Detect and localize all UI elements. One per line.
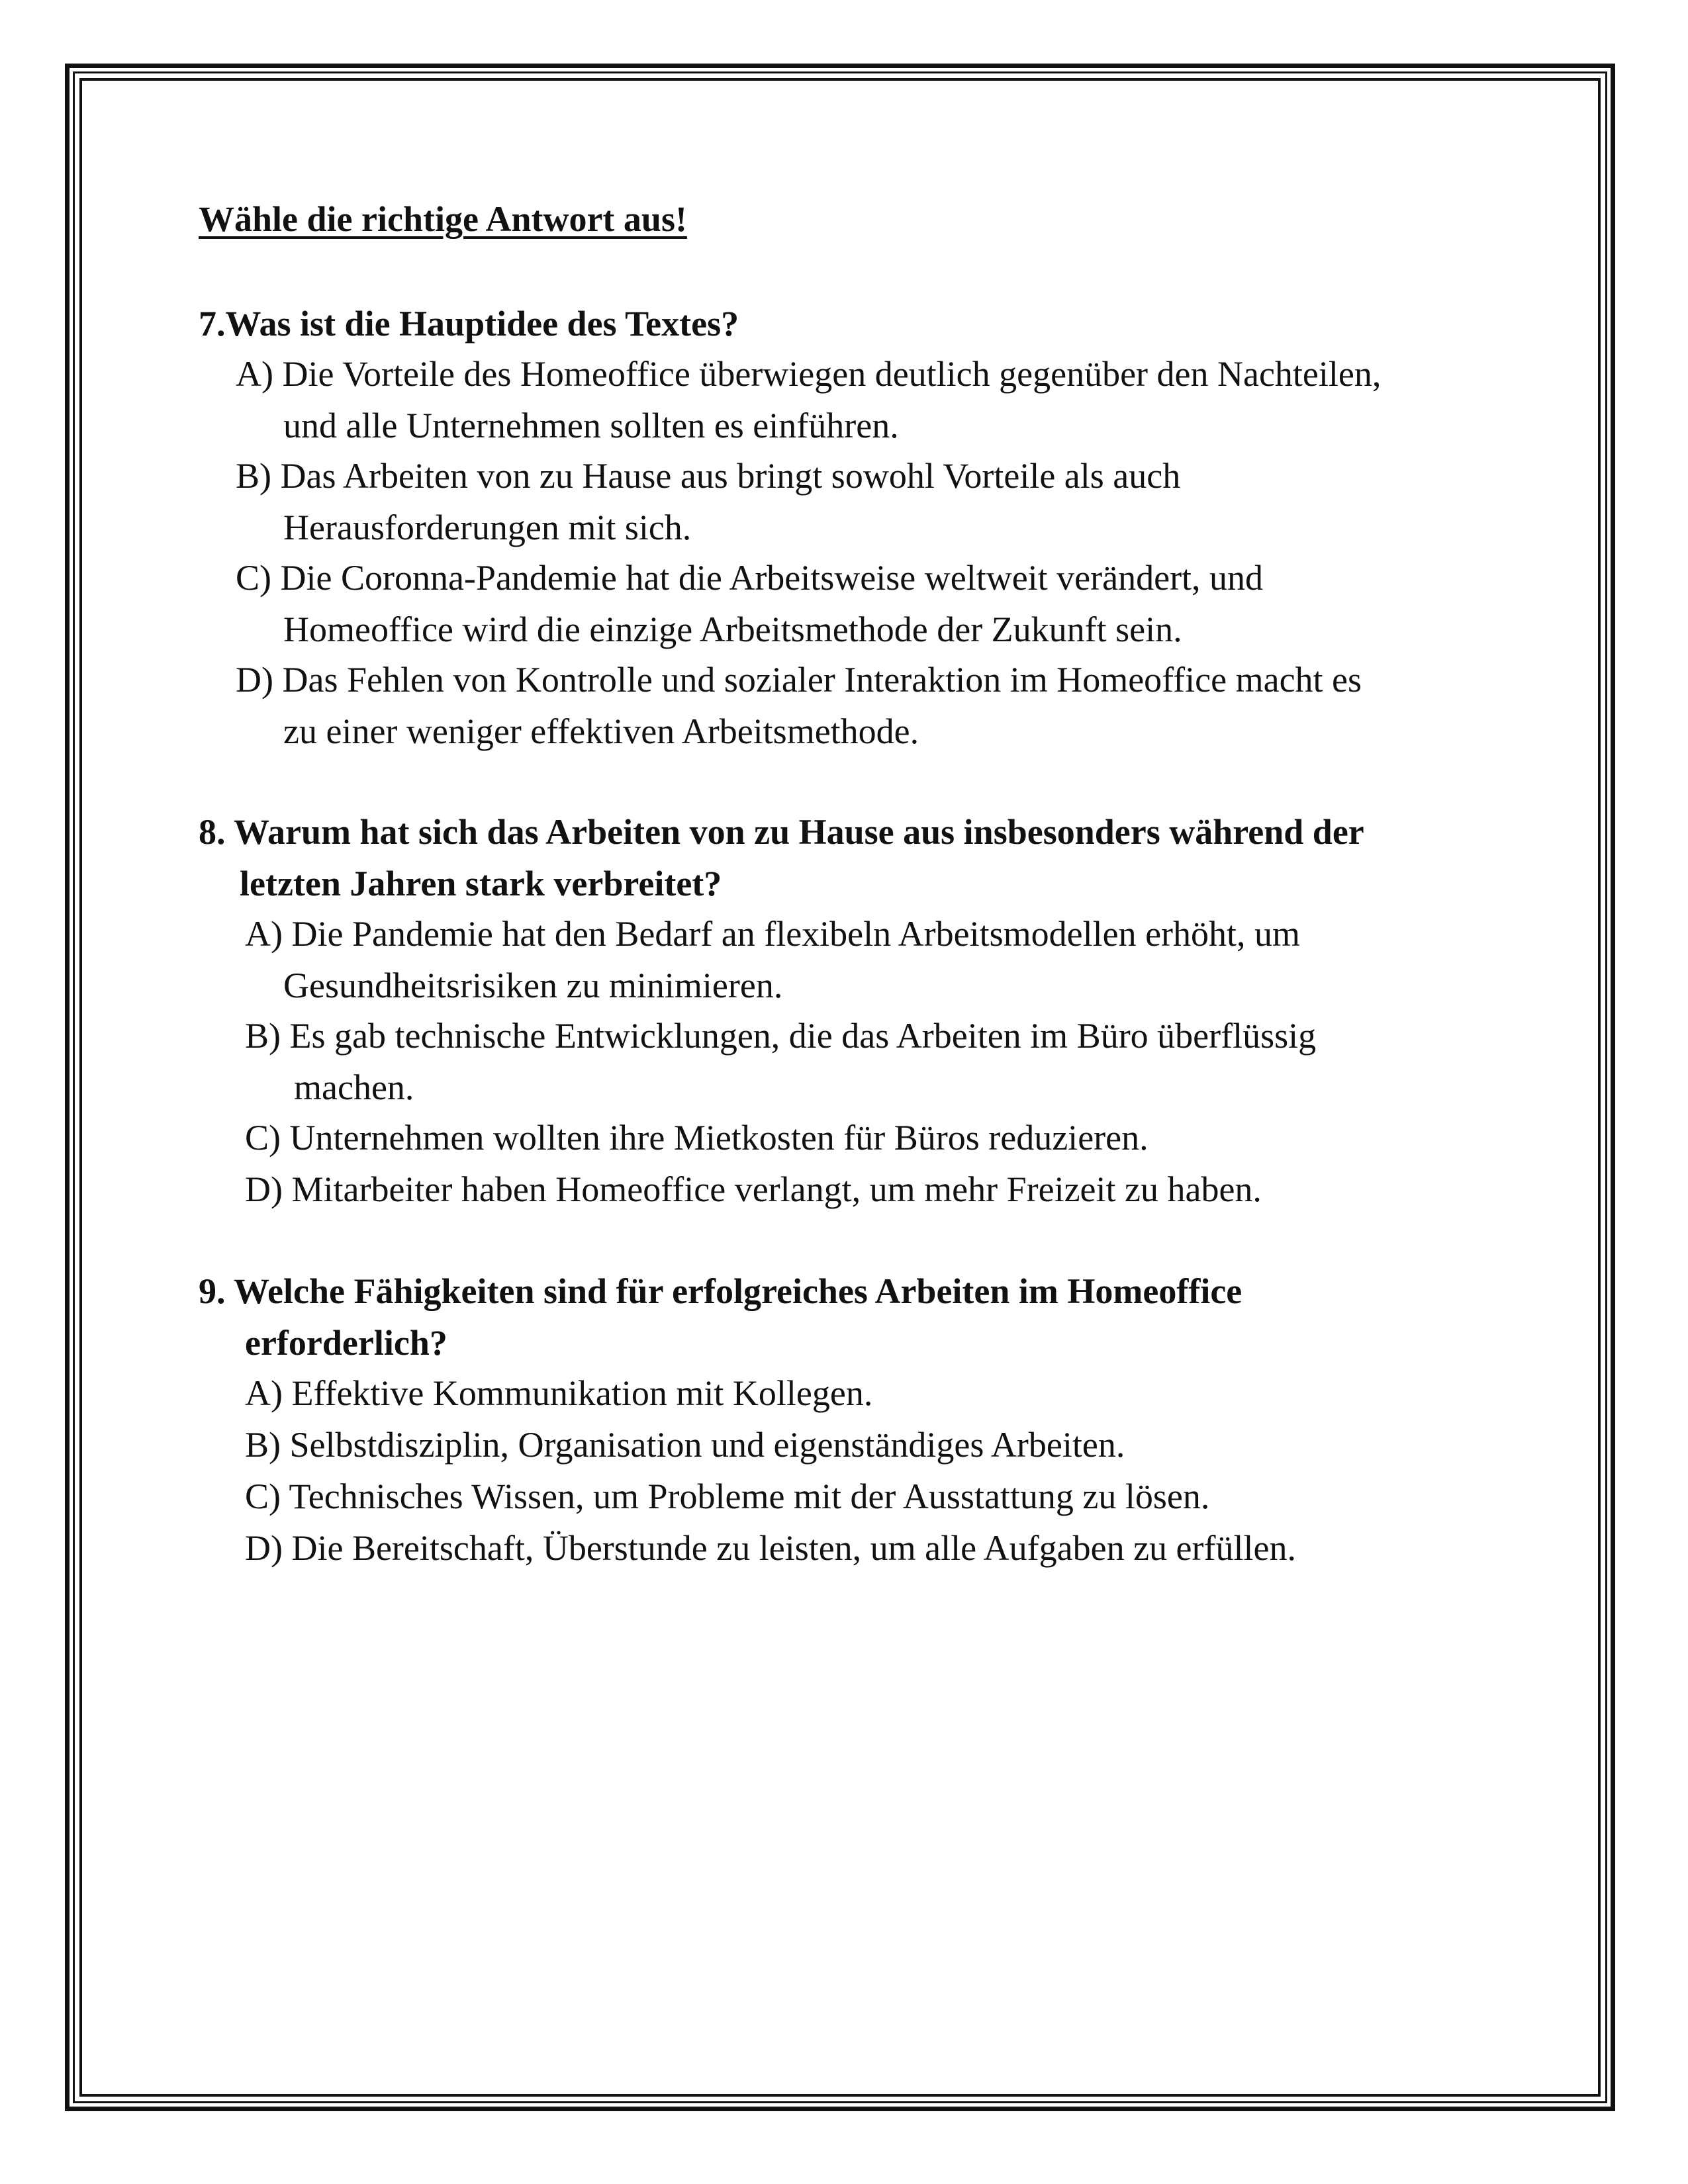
option-text: B) Das Arbeiten von zu Hause aus bringt sowohl Vorteile als auch (236, 456, 1181, 496)
option-text-continued: Gesundheitsrisiken zu minimieren. (283, 966, 783, 1005)
option-text-continued: Homeoffice wird die einzige Arbeitsmethode der Zukunft sein. (283, 610, 1182, 649)
question-7-option-b[interactable] (236, 450, 1180, 553)
option-text: D) Die Bereitschaft, Überstunde zu leisten, um alle Aufgaben zu erfüllen. (245, 1528, 1296, 1568)
question-9-text: 9. Welche Fähigkeiten sind für erfolgreiches Arbeiten im Homeoffice (199, 1271, 1243, 1311)
option-text: B) Selbstdisziplin, Organisation und eigenständiges Arbeiten. (245, 1425, 1125, 1465)
option-text: D) Das Fehlen von Kontrolle und sozialer Interaktion im Homeoffice macht es (236, 660, 1362, 700)
option-text: C) Unternehmen wollten ihre Mietkosten für Büros reduzieren. (245, 1118, 1149, 1158)
option-text: B) Es gab technische Entwicklungen, die das Arbeiten im Büro überflüssig (245, 1016, 1317, 1056)
question-7 (199, 298, 739, 349)
option-text: A) Die Vorteile des Homeoffice überwiegen deutlich gegenüber den Nachteilen, (236, 354, 1382, 394)
option-text: A) Die Pandemie hat den Bedarf an flexibeln Arbeitsmodellen erhöht, um (245, 914, 1301, 954)
option-text: C) Die Coronna-Pandemie hat die Arbeitsweise weltweit verändert, und (236, 558, 1264, 598)
option-text-continued: machen. (294, 1068, 414, 1107)
question-8-option-a[interactable] (245, 908, 1300, 1011)
question-9-option-a[interactable] (245, 1367, 872, 1419)
question-8-text-continued: letzten Jahren stark verbreitet? (240, 864, 722, 903)
question-9-option-d[interactable] (245, 1522, 1296, 1574)
option-text: C) Technisches Wissen, um Probleme mit der Ausstattung zu lösen. (245, 1477, 1210, 1516)
instruction-heading: Wähle die richtige Antwort aus! (199, 199, 687, 239)
question-7-text: 7.Was ist die Hauptidee des Textes? (199, 304, 739, 343)
question-7-option-a[interactable] (236, 348, 1381, 451)
option-text-continued: und alle Unternehmen sollten es einführen. (283, 406, 899, 445)
question-7-option-c[interactable] (236, 552, 1263, 655)
question-7-option-d[interactable] (236, 654, 1362, 757)
question-8-option-c[interactable] (245, 1112, 1149, 1163)
question-8 (199, 806, 1364, 909)
question-9 (199, 1265, 1242, 1369)
question-8-option-b[interactable] (245, 1010, 1316, 1113)
option-text-continued: zu einer weniger effektiven Arbeitsmethode. (283, 711, 919, 751)
question-8-option-d[interactable] (245, 1163, 1262, 1215)
option-text: A) Effektive Kommunikation mit Kollegen. (245, 1373, 873, 1413)
option-text: D) Mitarbeiter haben Homeoffice verlangt, um mehr Freizeit zu haben. (245, 1169, 1262, 1209)
question-9-text-continued: erforderlich? (245, 1323, 447, 1363)
option-text-continued: Herausforderungen mit sich. (283, 508, 692, 547)
question-8-text: 8. Warum hat sich das Arbeiten von zu Hause aus insbesonders während der (199, 812, 1364, 852)
question-9-option-b[interactable] (245, 1419, 1125, 1471)
question-9-option-c[interactable] (245, 1471, 1209, 1522)
